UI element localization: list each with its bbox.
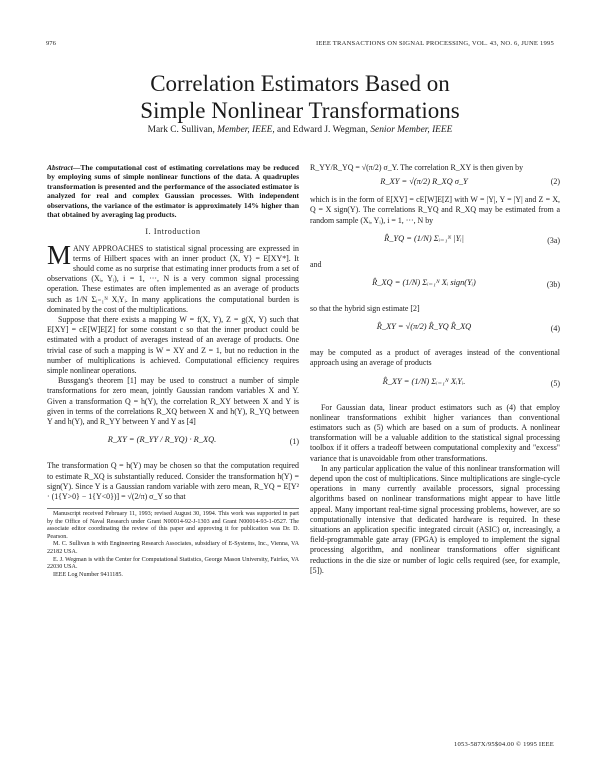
right-paragraph-4: For Gaussian data, linear product estimators such as (4) that employ nonlinear transformations exhibit higher variances than conventional estimators such as (5) which are based on a sum of products. A nonlinear transformation will be a valuable addition to the statistical signal processing toolbox if it offers a tradeoff between computational complexity and "excess" variance that is unavoidable from other transformations.: [310, 402, 560, 463]
right-column: [310, 163, 560, 576]
footnote: [47, 508, 299, 579]
intro-paragraph-3: Bussgang's theorem [1] may be used to construct a number of simple transformations for zero mean, jointly Gaussian random variables X and Y. Given a transformation Q = h(Y), the correlation R_XY between X and Y is given in terms of the correlations R_XQ between X and h(Y), R_YQ between Y and h(Y), and R_YY between Y and Y as [4]: [47, 376, 299, 427]
title-line-2: Simple Nonlinear Transformations: [140, 98, 460, 123]
drop-cap: M: [47, 239, 72, 270]
equation-2-body: R_XY = √(π/2) R_XQ σ_Y: [380, 177, 468, 187]
equation-5-number: (5): [550, 378, 560, 388]
equation-1-body: R_XY = (R_YY / R_YQ) · R_XQ.: [107, 435, 217, 445]
equation-4: [310, 314, 560, 348]
equation-5: [310, 369, 560, 403]
equation-1-number: (1): [289, 437, 299, 447]
intro-paragraph-2: Suppose that there exists a mapping W = f(X, Y), Z = g(X, Y) such that E[XY] = cE[W]E[Z] for some constant c so that the inner product could be estimated with a product of averages instead of an average of products. One trivial case of such a mapping is W = XY and Z = 1, but no reduction in the number of multiplications is achieved. Computational efficiency requires simple nonlinear operations.: [47, 315, 299, 376]
paper-title: [0, 70, 600, 124]
and-connector: and: [310, 259, 322, 269]
author-2-role: Senior Member, IEEE: [370, 125, 453, 135]
right-paragraph-5: In any particular application the value of this nonlinear transformation will depend upon the cost of multiplications. Since multiplications are single-cycle operations in many currently available processors, signal processing algorithms based on nonlinear transformations might appear to have little appeal. Many important real-time signal processing problems, however, are so computationally intensive that dedicated hardware is required. In these situations an application specific integrated circuit (ASIC) or, increasingly, a field-programmable gate array (FPGA) is employed to implement the signal processing algorithm, and nonlinear transformations offer significant reductions in the die size or number of logic cells required (see, for example, [5]).: [310, 463, 560, 575]
equation-1: [47, 427, 299, 461]
equation-3a-number: (3a): [547, 235, 560, 245]
equation-3a-body: R̂_YQ = (1/N) Σᵢ₌₁ᴺ |Yᵢ|: [384, 233, 464, 243]
copyright-footer: 1053-587X/95$04.00 © 1995 IEEE: [453, 741, 554, 748]
abstract-label: Abstract—: [47, 163, 81, 172]
equation-3b-body: R̂_XQ = (1/N) Σᵢ₌₁ᴺ Xᵢ sign(Yᵢ): [372, 278, 476, 288]
left-column: [47, 163, 299, 579]
author-line: [0, 125, 600, 135]
intro-paragraph-1: [47, 239, 299, 315]
right-paragraph-2: so that the hybrid sign estimate [2]: [310, 304, 420, 314]
right-paragraph-3: may be computed as a product of averages instead of the conventional approach using an average of products: [310, 348, 560, 368]
equation-2: [310, 173, 560, 195]
footnote-manuscript: Manuscript received February 11, 1993; revised August 30, 1994. This work was supported in part by the Office of Naval Research under Grant N00014-92-J-1303 and Grant N00014-93-1-0527. The associate editor coordinating the review of this paper and approving it for publication was Dr. D. Pearson.: [47, 511, 299, 540]
equation-4-number: (4): [550, 324, 560, 334]
footnote-author-2: E. J. Wegman is with the Center for Computational Statistics, George Mason University, Fairfax, VA 22030 USA.: [47, 556, 299, 571]
equation-4-body: R̂_XY = √(π/2) R̂_YQ R̂_XQ: [376, 322, 472, 332]
footnote-log-number: IEEE Log Number 9411185.: [53, 571, 123, 578]
equation-3b-number: (3b): [546, 280, 560, 290]
page-number: 976: [46, 40, 56, 47]
author-1-role: Member, IEEE,: [217, 125, 275, 135]
journal-header: IEEE TRANSACTIONS ON SIGNAL PROCESSING, VOL. 43, NO. 6, JUNE 1995: [316, 40, 554, 47]
author-1: Mark C. Sullivan,: [147, 125, 215, 135]
equation-5-body: R̂_XY = (1/N) Σᵢ₌₁ᴺ XᵢYᵢ.: [382, 376, 466, 386]
abstract: [47, 163, 299, 219]
intro-paragraph-4: The transformation Q = h(Y) may be chosen so that the computation required to estimate R_XQ is substantially reduced. Consider the transformation h(Y) = sign(Y). Since Y is a Gaussian random variable with zero mean, R_YQ = E[Y² · (1{Y>0} − 1{Y<0})] = √(2/π) σ_Y so that: [47, 461, 299, 501]
equation-3b: [310, 270, 560, 304]
abstract-text: The computational cost of estimating correlations may be reduced by employing sums of simple nonlinear functions of the data. A quadruples transformation is presented and the performance of the associated estimator is analyzed for real and complex Gaussian processes. With independent observations, the variance of the estimator is approximately 14% higher than that obtained by averaging lag products.: [47, 163, 299, 220]
running-header: [46, 40, 554, 52]
title-line-1: Correlation Estimators Based on: [150, 71, 450, 96]
right-top-text: R_YY/R_YQ = √(π/2) σ_Y. The correlation R_XY is then given by: [310, 163, 524, 172]
footnote-author-1: M. C. Sullivan is with Engineering Research Associates, subsidiary of E-Systems, Inc., Vienna, VA 22182 USA.: [47, 541, 299, 556]
intro-paragraph-1-text: ANY APPROACHES to statistical signal processing are expressed in terms of Hilbert spaces with an inner product ⟨X, Y⟩ = E[XY*]. It should come as no surprise that estimating inner products from a set of observations (Xᵢ, Yᵢ), i = 1, ···, N is a very common signal processing operation. These estimates are often implemented as an average of products such as 1/N Σᵢ₌₁ᴺ XᵢYᵢ. In many applications the computational burden is dominated by the cost of the multiplications.: [47, 243, 299, 314]
equation-2-number: (2): [550, 177, 560, 187]
right-paragraph-1: which is in the form of E[XY] = cE[W]E[Z] with W = |Y|, Y = |Y| and Z = X, Q = X sign(Y). The correlations R_YQ and R_XQ may be estimated from a random sample (Xᵢ, Yᵢ), i = 1, ···, N by: [310, 195, 560, 225]
section-heading-introduction: I. Introduction: [145, 227, 201, 237]
author-2: and Edward J. Wegman,: [277, 125, 369, 135]
equation-3a: [310, 226, 560, 260]
